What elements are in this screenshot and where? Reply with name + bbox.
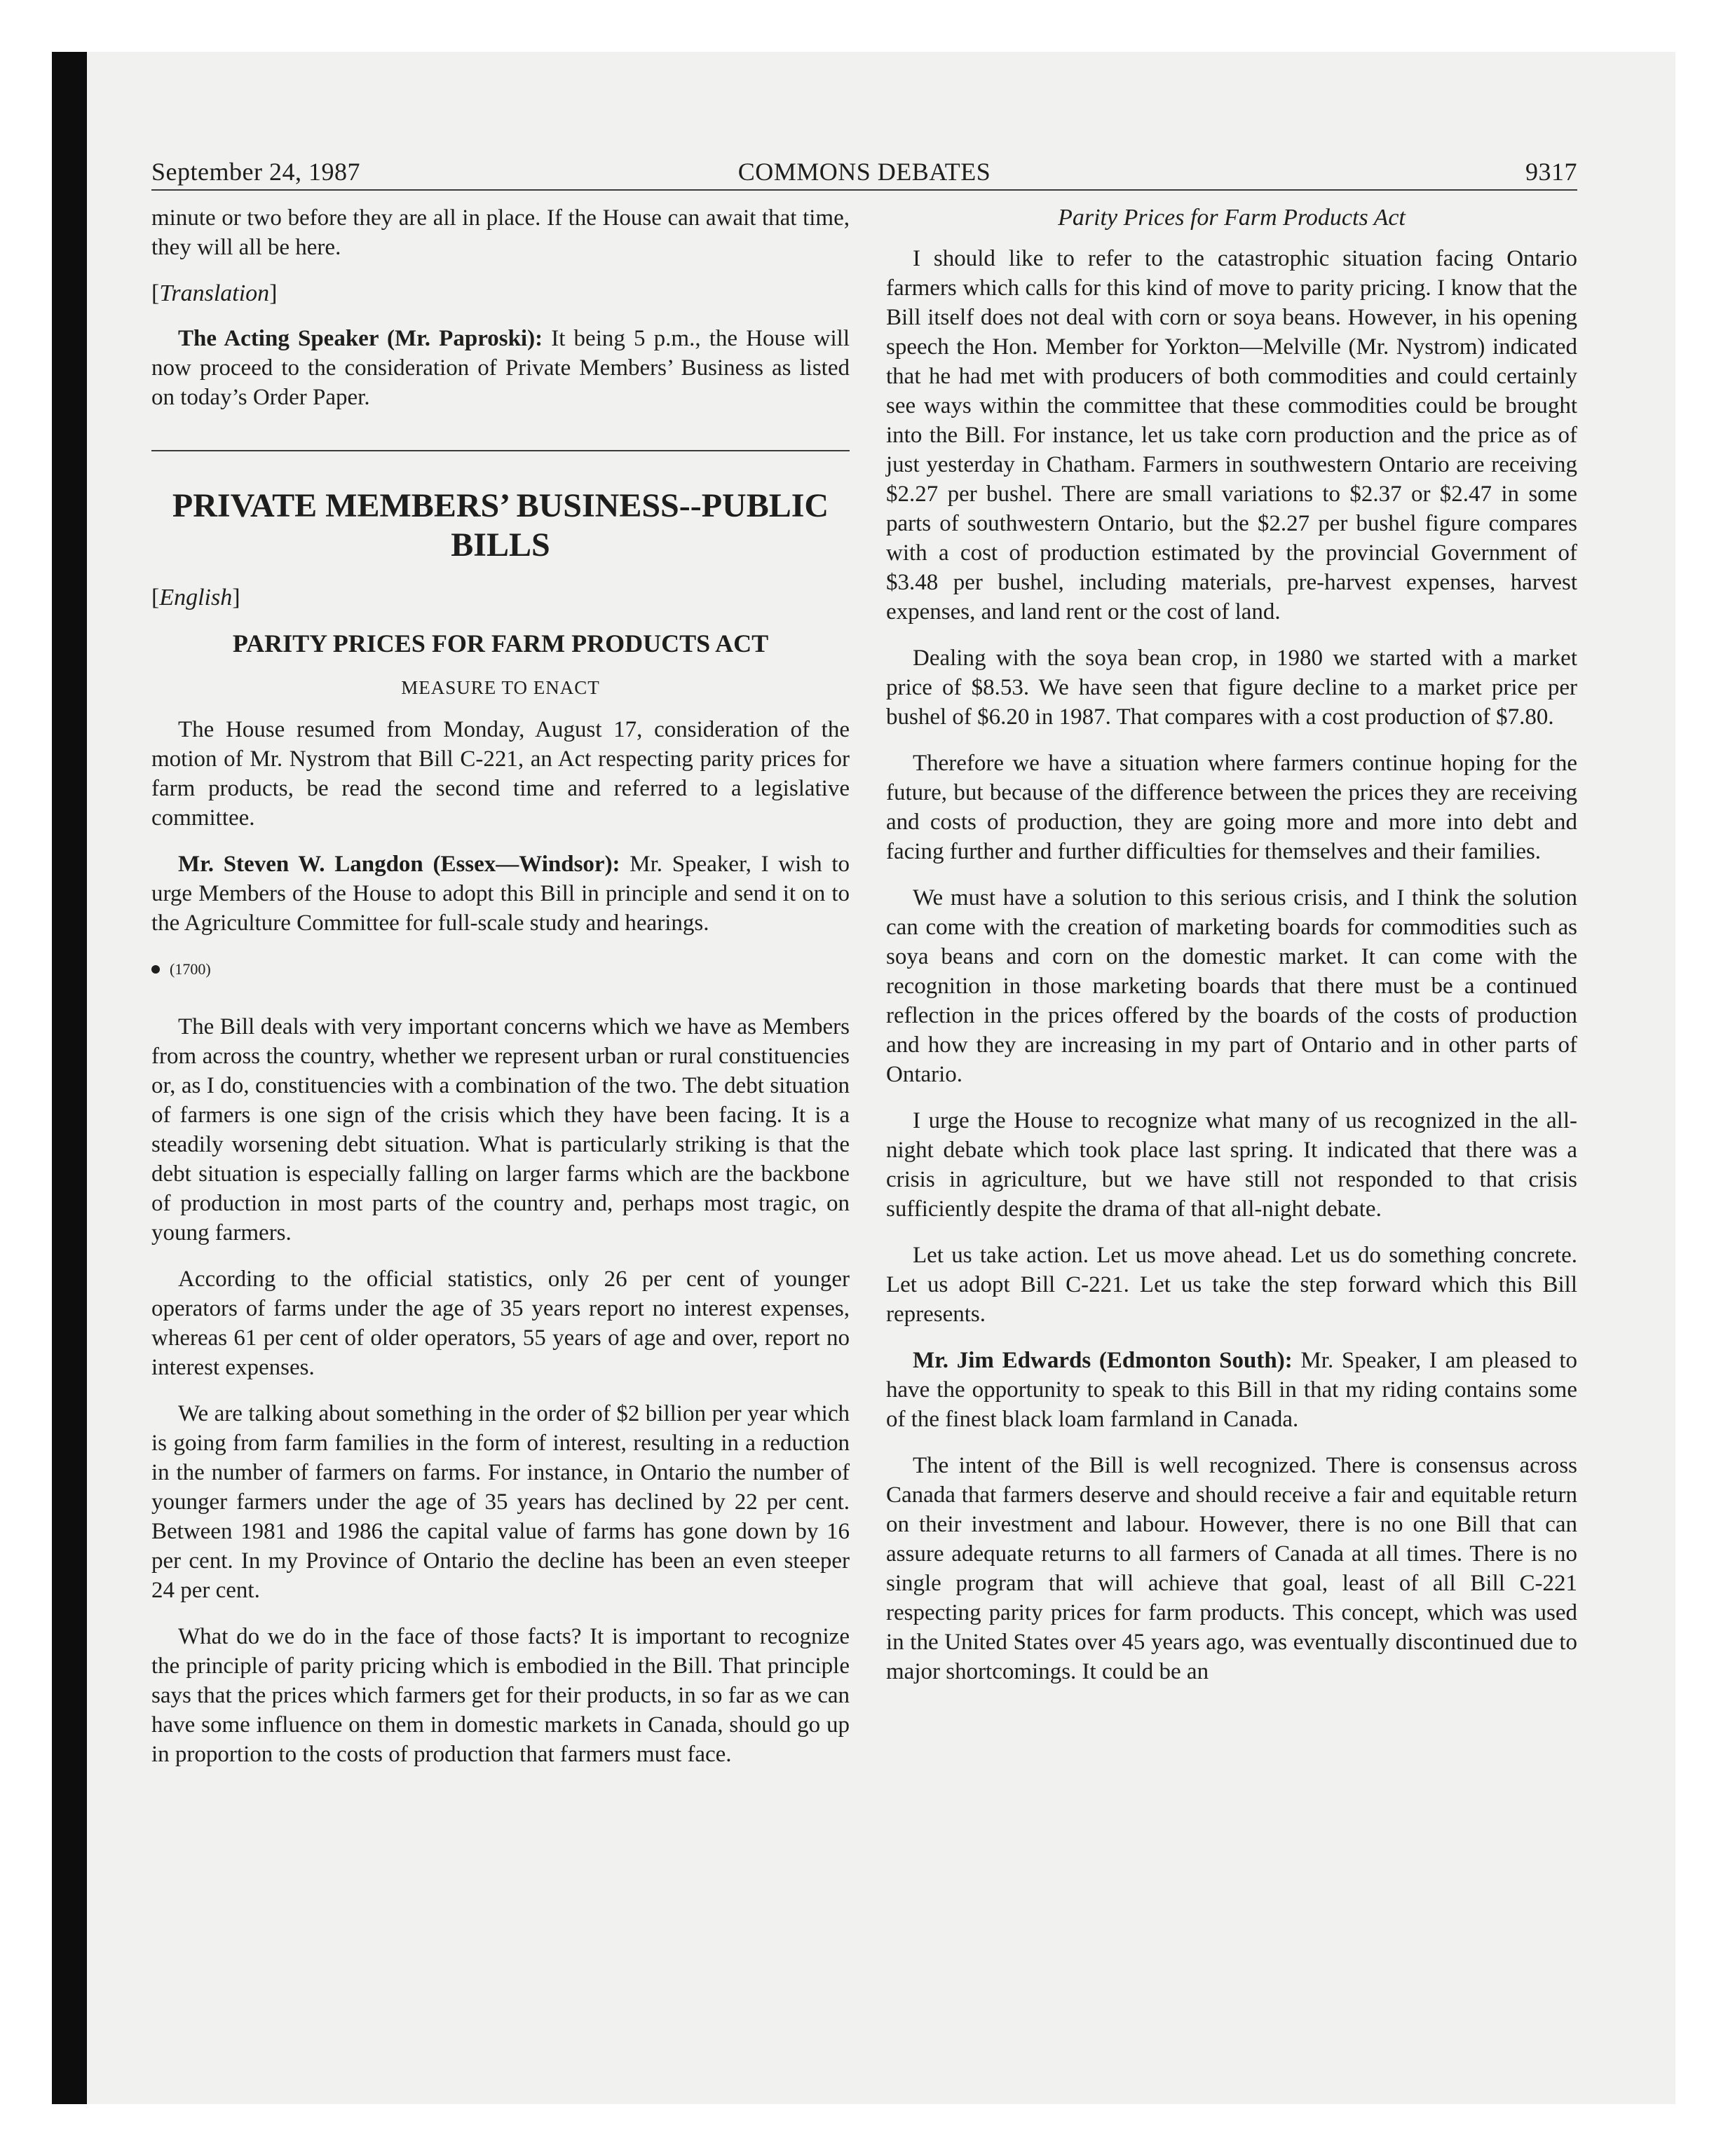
right-column: [886, 203, 1577, 1703]
header-date: September 24, 1987: [151, 158, 360, 186]
measure-subhead: MEASURE TO ENACT: [401, 677, 600, 698]
time-text: (1700): [170, 960, 211, 978]
speaker-name: Mr. Steven W. Langdon (Essex—Windsor):: [178, 852, 620, 877]
language-marker-translation: [Translation]: [151, 280, 278, 306]
bullet-icon: [151, 965, 160, 974]
speech-text: It being 5 p.m., the House will now proceed to the consideration of Private Members’ Business as listed on today’s Order Paper.: [151, 326, 850, 410]
paragraph: The Bill deals with very important concerns which we have as Members from across the country, whether we represent urban or rural constituencies or, as I do, constituencies with a combination of the two. The debt situation of farmers is one sign of the crisis which they have been facing. It is a steadily worsening debt situation. What is particularly striking is that the debt situation is especially falling on larger farms which are the backbone of production in most parts of the country and, perhaps most tragic, on young farmers.: [151, 1014, 850, 1246]
paragraph: I should like to refer to the catastrophic situation facing Ontario farmers which calls for this kind of move to parity pricing. I know that the Bill itself does not deal with corn or soya beans. However, in his opening speech the Hon. Member for Yorkton—Melville (Mr. Nystrom) indicated that he had met with producers of both commodities and could certainly see ways within the committee that these commodities could be brought into the Bill. For instance, let us take corn production and the price as of just yesterday in Chatham. Farmers in southwestern Ontario are receiving $2.27 per bushel. There are small variations to $2.37 or $2.47 in some parts of southwestern Ontario, but the $2.27 per bushel figure compares with a cost of production estimated by the provincial Government of $3.48 per bushel, including materials, pre-harvest expenses, harvest expenses, and land rent or the cost of land.: [886, 246, 1577, 625]
time-marker: [151, 955, 850, 984]
header-page-number: 9317: [1525, 158, 1577, 186]
paragraph: We are talking about something in the order of $2 billion per year which is going from farm families in the form of interest, resulting in a reduction in the number of farmers on farms. For instance, in Ontario the number of younger farmers under the age of 35 years has declined by 22 per cent. Between 1981 and 1986 the capital value of farms has gone down by 16 per cent. In my Province of Ontario the decline has been an even steeper 24 per cent.: [151, 1401, 850, 1603]
language-marker-text: Translation: [159, 280, 270, 306]
speech-text: Mr. Speaker, I am pleased to have the opportunity to speak to this Bill in that my riding contains some of the finest black loam farmland in Canada.: [886, 1348, 1577, 1432]
language-marker-text: English: [159, 585, 233, 610]
running-header: [151, 154, 1577, 191]
paragraph: Let us take action. Let us move ahead. Let us do something concrete. Let us adopt Bill C-221. Let us take the step forward which this Bill represents.: [886, 1243, 1577, 1327]
paragraph: What do we do in the face of those facts? It is important to recognize the principle of parity pricing which is embodied in the Bill. That principle says that the prices which farmers get for their products, in so far as we can have some influence on them in domestic markets in Canada, should go up in proportion to the costs of production that farmers must face.: [151, 1624, 850, 1767]
paragraph: minute or two before they are all in place. If the House can await that time, they will all be here.: [151, 205, 850, 260]
speech-langdon: [151, 850, 850, 938]
section-divider: [151, 450, 850, 451]
speech-acting-speaker: [151, 324, 850, 412]
language-marker-english: [English]: [151, 585, 240, 610]
paragraph: I urge the House to recognize what many of us recognized in the all-night debate which took place last spring. It indicated that there was a crisis in agriculture, but we have still not responded to that crisis sufficiently despite the drama of that all-night debate.: [886, 1108, 1577, 1222]
section-title: PRIVATE MEMBERS’ BUSINESS--PUBLIC BILLS: [172, 487, 829, 564]
left-column: [151, 203, 850, 1786]
speech-text: Mr. Speaker, I wish to urge Members of the House to adopt this Bill in principle and send it on to the Agriculture Committee for full-scale study and hearings.: [151, 852, 850, 936]
speaker-name: Mr. Jim Edwards (Edmonton South):: [913, 1348, 1293, 1373]
speaker-name: The Acting Speaker (Mr. Paproski):: [178, 326, 543, 351]
header-publication: COMMONS DEBATES: [737, 158, 991, 186]
bill-title: PARITY PRICES FOR FARM PRODUCTS ACT: [232, 629, 769, 657]
paragraph: We must have a solution to this serious crisis, and I think the solution can come with the creation of marketing boards for commodities such as soya beans and corn on the domestic market. It can come with the recognition in those marketing boards that there must be a continued reflection in the prices offered by the boards of the costs of production and how they are increasing in my part of Ontario and in other parts of Ontario.: [886, 885, 1577, 1087]
paragraph: Therefore we have a situation where farmers continue hoping for the future, but because of the difference between the prices they are receiving and costs of production, they are going more and more into debt and facing further and further difficulties for themselves and their families.: [886, 751, 1577, 864]
paragraph: Dealing with the soya bean crop, in 1980 we started with a market price of $8.53. We have seen that figure decline to a market price per bushel of $6.20 in 1987. That compares with a cost production of $7.80.: [886, 646, 1577, 730]
paragraph: The intent of the Bill is well recognized. There is consensus across Canada that farmers deserve and should receive a fair and equitable return on their investment and labour. However, there is no one Bill that can assure adequate returns to all farmers of Canada at all times. There is no single program that will achieve that goal, least of all Bill C-221 respecting parity prices for farm products. This concept, which was used in the United States over 45 years ago, was eventually discontinued due to major shortcomings. It could be an: [886, 1453, 1577, 1684]
scan-shadow-edge: [52, 52, 87, 2104]
speech-edwards: [886, 1346, 1577, 1434]
paragraph: According to the official statistics, only 26 per cent of younger operators of farms under the age of 35 years report no interest expenses, whereas 61 per cent of older operators, 55 years of age and over, report no interest expenses.: [151, 1267, 850, 1380]
paragraph: The House resumed from Monday, August 17, consideration of the motion of Mr. Nystrom that Bill C-221, an Act respecting parity prices for farm products, be read the second time and referred to a legislative committee.: [151, 717, 850, 831]
column-running-head: Parity Prices for Farm Products Act: [1058, 205, 1406, 231]
